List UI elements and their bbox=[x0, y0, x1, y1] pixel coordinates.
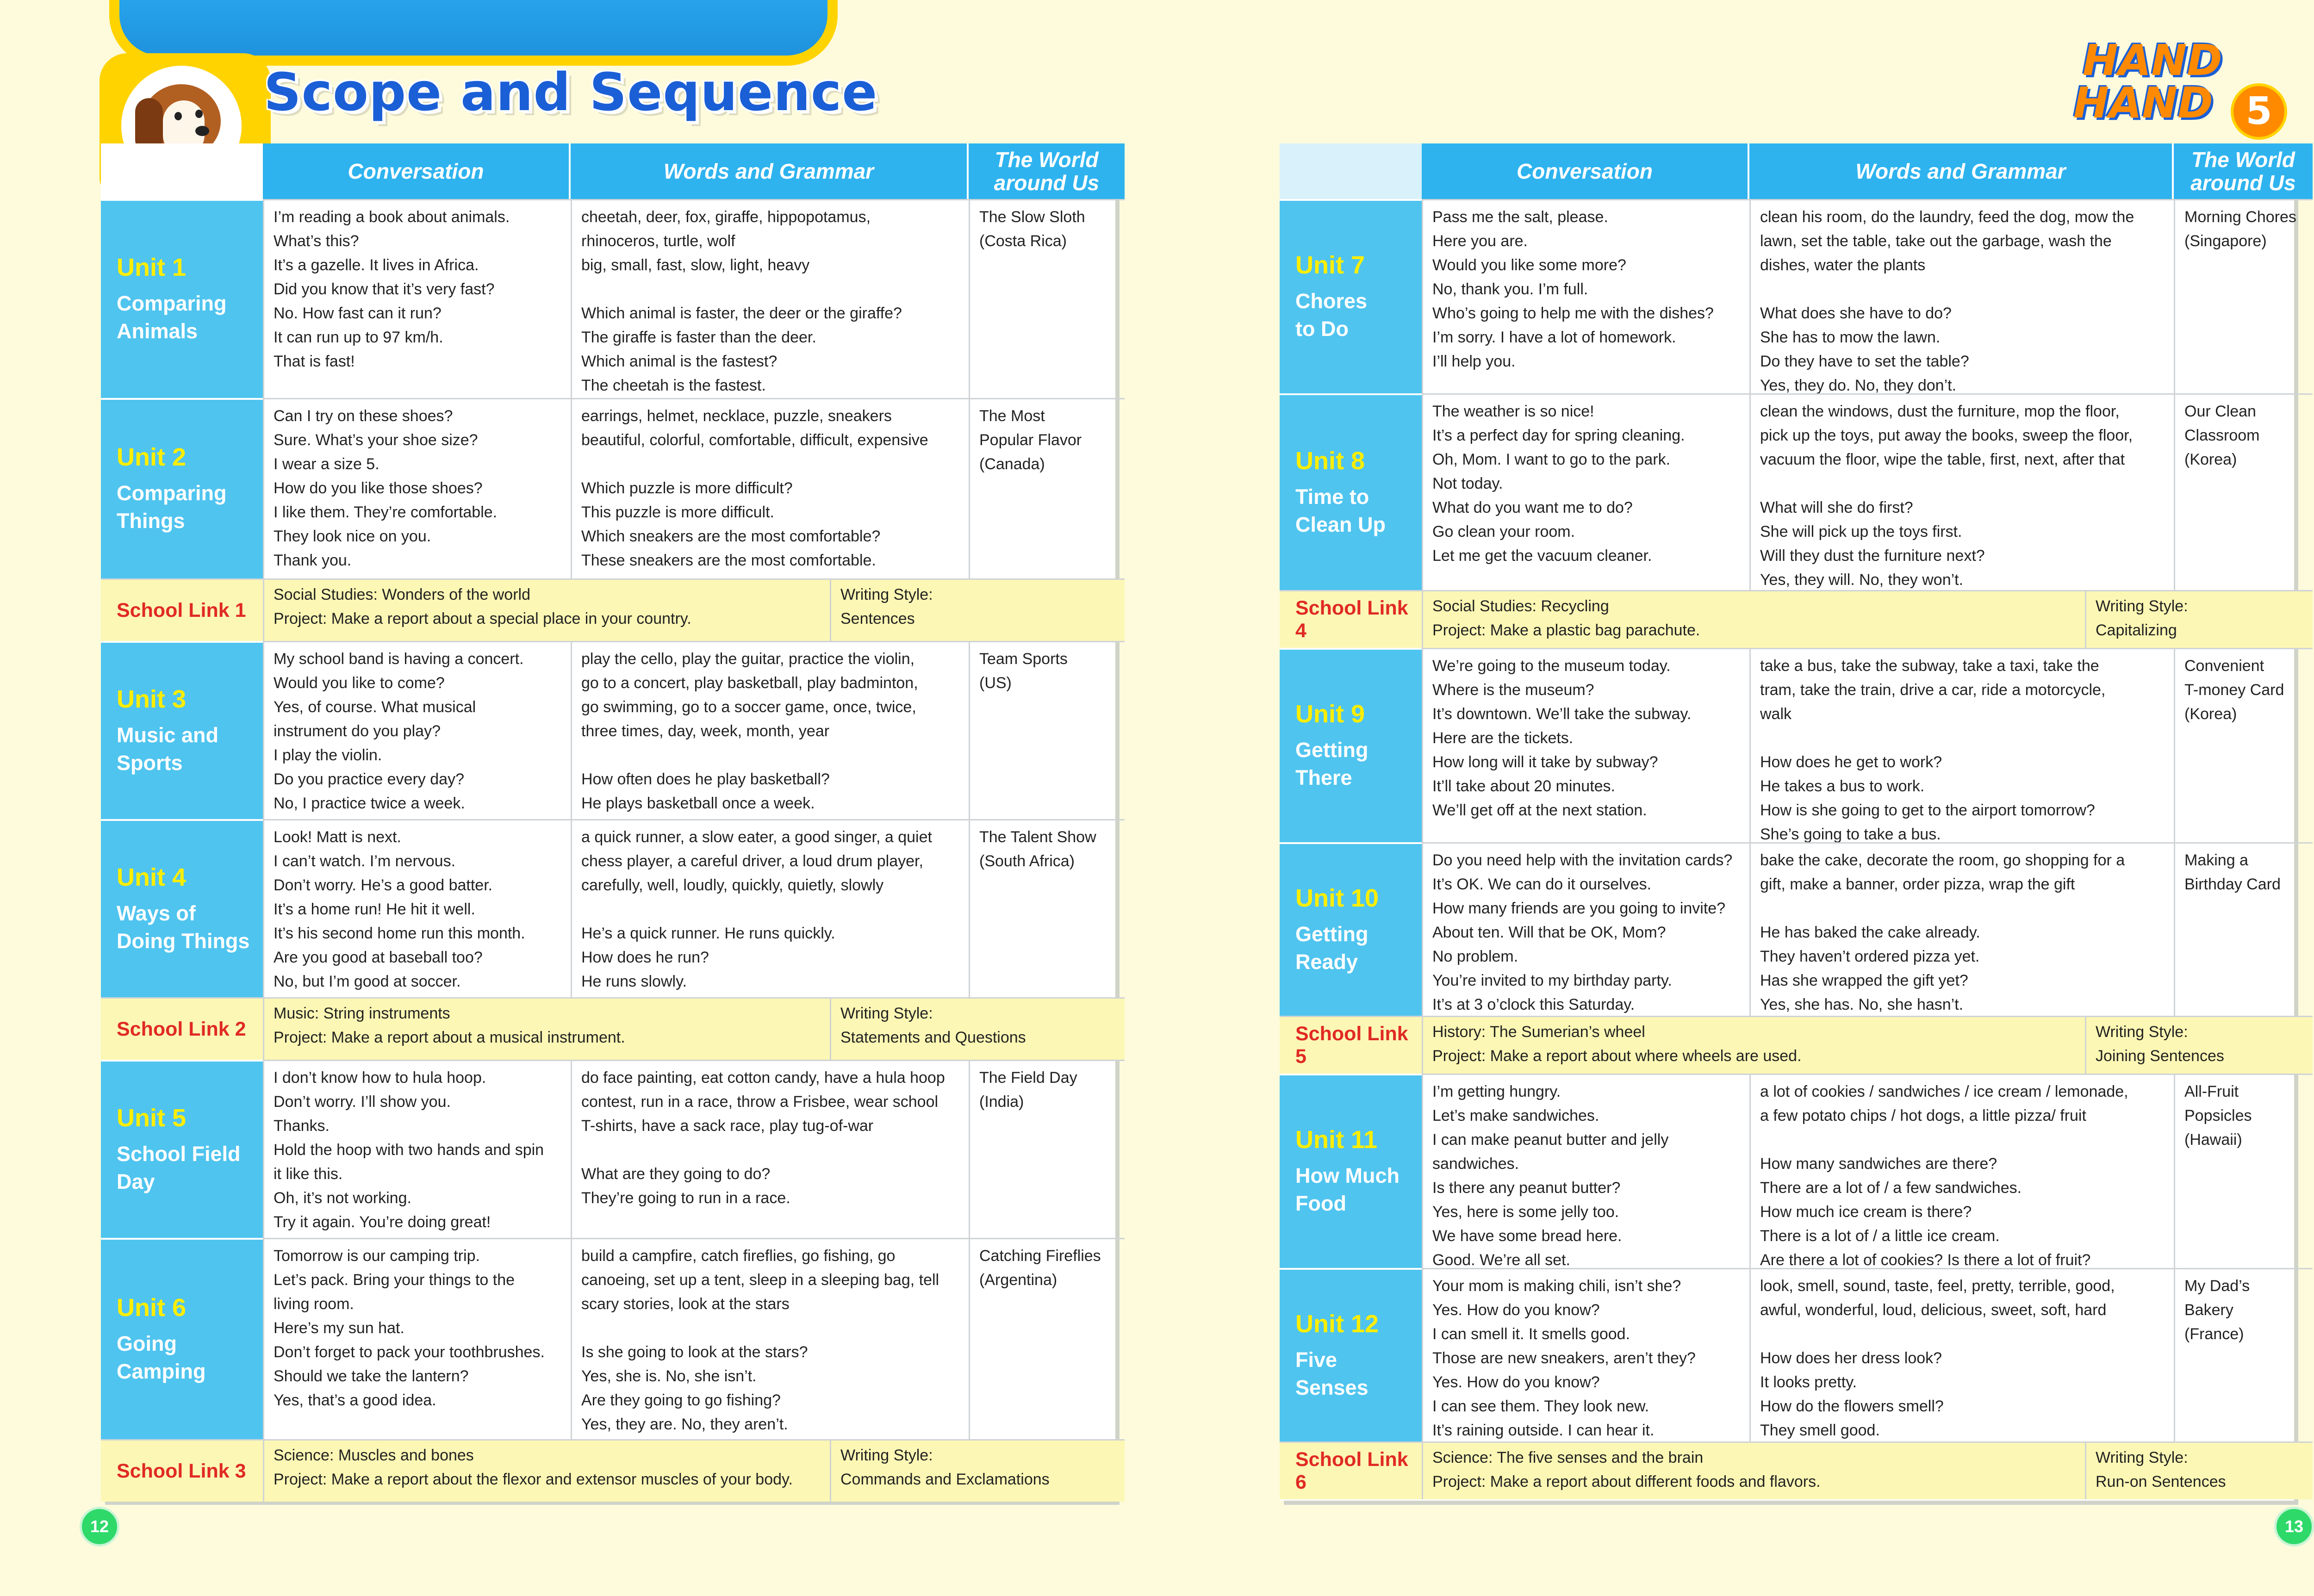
unit-cell bbox=[101, 819, 263, 997]
world-around-us-cell: The Talent Show (South Africa) bbox=[969, 819, 1125, 997]
conversation-cell: We’re going to the museum today. Where is the museum? It’s downtown. We’ll take the subway. Here are the tickets. How long will it take by subway? It’ll take about 20 minutes. We’ll get off at the next station. bbox=[1422, 648, 1749, 842]
world-around-us-cell: Team Sports (US) bbox=[969, 641, 1125, 819]
page-number-right: 13 bbox=[2274, 1507, 2314, 1546]
unit-title: Getting Ready bbox=[1295, 922, 1368, 974]
unit-title: Music and Sports bbox=[117, 723, 219, 775]
header-world: The World around Us bbox=[2174, 143, 2313, 199]
words-grammar-cell: bake the cake, decorate the room, go shopping for a gift, make a banner, order pizza, wrap the gift He has baked the cake already. They haven’t ordered pizza yet. Has she wrapped the gift yet? Yes, she has. No, she hasn’t. bbox=[1749, 842, 2174, 1016]
conversation-cell: Your mom is making chili, isn’t she? Yes. How do you know? I can smell it. It smells good. Those are new sneakers, aren’t they? Yes. How do you know? I can see them. They look new. It’s raining outside. I can hear it. bbox=[1422, 1268, 1749, 1441]
unit-cell bbox=[1280, 648, 1422, 842]
school-link-label: School Link 2 bbox=[101, 997, 263, 1060]
unit-title: Getting There bbox=[1295, 738, 1368, 789]
world-around-us-cell: The Field Day (India) bbox=[969, 1060, 1125, 1238]
conversation-cell: Do you need help with the invitation cards? It’s OK. We can do it ourselves. How many friends are you going to invite? About ten. Will that be OK, Mom? No problem. You’re invited to my birthday party. It’s at 3 o’clock this Saturday. bbox=[1422, 842, 1749, 1016]
world-around-us-cell: Convenient T-money Card (Korea) bbox=[2174, 648, 2313, 842]
page-number-left: 12 bbox=[80, 1507, 119, 1546]
unit-title: School Field Day bbox=[117, 1142, 241, 1193]
conversation-cell: Can I try on these shoes? Sure. What’s your shoe size? I wear a size 5. How do you like those shoes? I like them. They’re comfortable. They look nice on you. Thank you. bbox=[263, 398, 571, 578]
unit-number: Unit 7 bbox=[1295, 251, 1365, 279]
school-link-writing-style: Writing Style: Joining Sentences bbox=[2085, 1016, 2313, 1074]
unit-title: Going Camping bbox=[117, 1331, 206, 1383]
world-around-us-cell: All-Fruit Popsicles (Hawaii) bbox=[2174, 1074, 2313, 1268]
world-around-us-cell: Making a Birthday Card bbox=[2174, 842, 2313, 1016]
unit-cell bbox=[101, 398, 263, 578]
unit-title: How Much Food bbox=[1295, 1164, 1400, 1215]
unit-number: Unit 10 bbox=[1295, 884, 1379, 912]
words-grammar-cell: play the cello, play the guitar, practice the violin, go to a concert, play basketball, play badminton, go swimming, go to a soccer game, once, twice, three times, day, week, month, year How often does he play basketball? He plays basketball once a week. bbox=[571, 641, 969, 819]
school-link-label: School Link 5 bbox=[1280, 1016, 1422, 1074]
level-badge: 5 bbox=[2231, 83, 2287, 140]
unit-cell bbox=[1280, 199, 1422, 393]
words-grammar-cell: a lot of cookies / sandwiches / ice cream / lemonade, a few potato chips / hot dogs, a little pizza/ fruit How many sandwiches are there? There are a lot of / a few sandwiches. How much ice cream is there? There is a lot of / a little ice cream. Are there a lot of cookies? Is there a lot of fruit? bbox=[1749, 1074, 2174, 1268]
unit-number: Unit 12 bbox=[1295, 1310, 1379, 1338]
unit-number: Unit 4 bbox=[117, 863, 187, 891]
unit-title: Comparing Animals bbox=[117, 292, 227, 343]
words-grammar-cell: do face painting, eat cotton candy, have a hula hoop contest, run in a race, throw a Frisbee, wear school T-shirts, have a sack race, play tug-of-war What are they going to do? They’re going to run in a race. bbox=[571, 1060, 969, 1238]
unit-title: Five Senses bbox=[1295, 1348, 1368, 1399]
unit-number: Unit 5 bbox=[117, 1104, 187, 1132]
school-link-writing-style: Writing Style: Capitalizing bbox=[2085, 590, 2313, 648]
unit-number: Unit 3 bbox=[117, 685, 187, 713]
words-grammar-cell: cheetah, deer, fox, giraffe, hippopotamus, rhinoceros, turtle, wolf big, small, fast, slow, light, heavy Which animal is faster, the deer or the giraffe? The giraffe is faster than the deer. Which animal is the fastest? The cheetah is the fastest. bbox=[571, 199, 969, 398]
world-around-us-cell: My Dad’s Bakery (France) bbox=[2174, 1268, 2313, 1441]
unit-cell bbox=[1280, 842, 1422, 1016]
header-world: The World around Us bbox=[969, 143, 1125, 199]
school-link-writing-style: Writing Style: Commands and Exclamations bbox=[830, 1439, 1125, 1502]
page-title: Scope and Sequence bbox=[264, 62, 878, 123]
words-grammar-cell: build a campfire, catch fireflies, go fishing, go canoeing, set up a tent, sleep in a sleeping bag, tell scary stories, look at the stars Is she going to look at the stars? Yes, she is. No, she isn’t. Are they going to go fishing? Yes, they are. No, they aren’t. bbox=[571, 1238, 969, 1439]
unit-number: Unit 9 bbox=[1295, 700, 1365, 728]
world-around-us-cell: Our Clean Classroom (Korea) bbox=[2174, 393, 2313, 590]
header-conversation: Conversation bbox=[263, 143, 571, 199]
header-words: Words and Grammar bbox=[571, 143, 969, 199]
book-logo: HAND HAND 5 bbox=[2083, 39, 2222, 124]
conversation-cell: Tomorrow is our camping trip. Let’s pack. Bring your things to the living room. Here’s my sun hat. Don’t forget to pack your toothbrushes. Should we take the lantern? Yes, that’s a good idea. bbox=[263, 1238, 571, 1439]
school-link-label: School Link 3 bbox=[101, 1439, 263, 1502]
words-grammar-cell: earrings, helmet, necklace, puzzle, sneakers beautiful, colorful, comfortable, difficult, expensive Which puzzle is more difficult? This puzzle is more difficult. Which sneakers are the most comfortable? These sneakers are the most comfortable. bbox=[571, 398, 969, 578]
school-link-subject: Social Studies: Recycling Project: Make a plastic bag parachute. bbox=[1422, 590, 2085, 648]
world-around-us-cell: The Most Popular Flavor (Canada) bbox=[969, 398, 1125, 578]
words-grammar-cell: clean the windows, dust the furniture, mop the floor, pick up the toys, put away the books, sweep the floor, vacuum the floor, wipe the table, first, next, after that What will she do first? She will pick up the toys first. Will they dust the furniture next? Yes, they will. No, they won’t. bbox=[1749, 393, 2174, 590]
school-link-label: School Link 1 bbox=[101, 578, 263, 641]
unit-number: Unit 6 bbox=[117, 1293, 187, 1322]
school-link-writing-style: Writing Style: Statements and Questions bbox=[830, 997, 1125, 1060]
unit-cell bbox=[101, 199, 263, 398]
unit-title: Ways of Doing Things bbox=[117, 901, 250, 953]
words-grammar-cell: look, smell, sound, taste, feel, pretty, terrible, good, awful, wonderful, loud, delicious, sweet, soft, hard How does her dress look? It looks pretty. How do the flowers smell? They smell good. bbox=[1749, 1268, 2174, 1441]
conversation-cell: I’m reading a book about animals. What’s this? It’s a gazelle. It lives in Africa. Did you know that it’s very fast? No. How fast can it run? It can run up to 97 km/h. That is fast! bbox=[263, 199, 571, 398]
conversation-cell: The weather is so nice! It’s a perfect day for spring cleaning. Oh, Mom. I want to go to the park. Not today. What do you want me to do? Go clean your room. Let me get the vacuum cleaner. bbox=[1422, 393, 1749, 590]
unit-title: Time to Clean Up bbox=[1295, 484, 1386, 536]
world-around-us-cell: Morning Chores (Singapore) bbox=[2174, 199, 2313, 393]
unit-cell bbox=[101, 1060, 263, 1238]
header-blank-cell bbox=[1280, 143, 1422, 199]
school-link-subject: Science: Muscles and bones Project: Make a report about the flexor and extensor muscles of your body. bbox=[263, 1439, 830, 1502]
unit-number: Unit 2 bbox=[117, 443, 187, 471]
school-link-label: School Link 6 bbox=[1280, 1441, 1422, 1499]
header-conversation: Conversation bbox=[1422, 143, 1749, 199]
unit-title: Chores to Do bbox=[1295, 289, 1368, 341]
unit-cell bbox=[1280, 393, 1422, 590]
conversation-cell: My school band is having a concert. Would you like to come? Yes, of course. What musical instrument do you play? I play the violin. Do you practice every day? No, I practice twice a week. bbox=[263, 641, 571, 819]
school-link-subject: Science: The five senses and the brain Project: Make a report about different foods and flavors. bbox=[1422, 1441, 2085, 1499]
conversation-cell: I’m getting hungry. Let’s make sandwiches. I can make peanut butter and jelly sandwiches. Is there any peanut butter? Yes, here is some jelly too. We have some bread here. Good. We’re all set. bbox=[1422, 1074, 1749, 1268]
unit-number: Unit 11 bbox=[1295, 1126, 1378, 1154]
words-grammar-cell: clean his room, do the laundry, feed the dog, mow the lawn, set the table, take out the garbage, wash the dishes, water the plants What does she have to do? She has to mow the lawn. Do they have to set the table? Yes, they do. No, they don’t. bbox=[1749, 199, 2174, 393]
unit-number: Unit 8 bbox=[1295, 447, 1365, 475]
unit-cell bbox=[101, 1238, 263, 1439]
unit-cell bbox=[1280, 1268, 1422, 1441]
school-link-writing-style: Writing Style: Run-on Sentences bbox=[2085, 1441, 2313, 1499]
school-link-writing-style: Writing Style: Sentences bbox=[830, 578, 1125, 641]
world-around-us-cell: Catching Fireflies (Argentina) bbox=[969, 1238, 1125, 1439]
school-link-label: School Link 4 bbox=[1280, 590, 1422, 648]
conversation-cell: Look! Matt is next. I can’t watch. I’m nervous. Don’t worry. He’s a good batter. It’s a home run! He hit it well. It’s his second home run this month. Are you good at baseball too? No, but I’m good at soccer. bbox=[263, 819, 571, 997]
conversation-cell: Pass me the salt, please. Here you are. Would you like some more? No, thank you. I’m full. Who’s going to help me with the dishes? I’m sorry. I have a lot of homework. I’ll help you. bbox=[1422, 199, 1749, 393]
school-link-subject: Music: String instruments Project: Make a report about a musical instrument. bbox=[263, 997, 830, 1060]
words-grammar-cell: a quick runner, a slow eater, a good singer, a quiet chess player, a careful driver, a loud drum player, carefully, well, loudly, quickly, quietly, slowly He’s a quick runner. He runs quickly. How does he run? He runs slowly. bbox=[571, 819, 969, 997]
unit-number: Unit 1 bbox=[117, 254, 187, 281]
unit-cell bbox=[1280, 1074, 1422, 1268]
world-around-us-cell: The Slow Sloth (Costa Rica) bbox=[969, 199, 1125, 398]
unit-cell bbox=[101, 641, 263, 819]
unit-title: Comparing Things bbox=[117, 481, 227, 533]
header-words: Words and Grammar bbox=[1749, 143, 2174, 199]
school-link-subject: History: The Sumerian’s wheel Project: Make a report about where wheels are used. bbox=[1422, 1016, 2085, 1074]
conversation-cell: I don’t know how to hula hoop. Don’t worry. I’ll show you. Thanks. Hold the hoop with two hands and spin it like this. Oh, it’s not working. Try it again. You’re doing great! bbox=[263, 1060, 571, 1238]
school-link-subject: Social Studies: Wonders of the world Project: Make a report about a special place in your country. bbox=[263, 578, 830, 641]
words-grammar-cell: take a bus, take the subway, take a taxi, take the tram, take the train, drive a car, ride a motorcycle, walk How does he get to work? He takes a bus to work. How is she going to get to the airport tomorrow? She’s going to take a bus. bbox=[1749, 648, 2174, 842]
